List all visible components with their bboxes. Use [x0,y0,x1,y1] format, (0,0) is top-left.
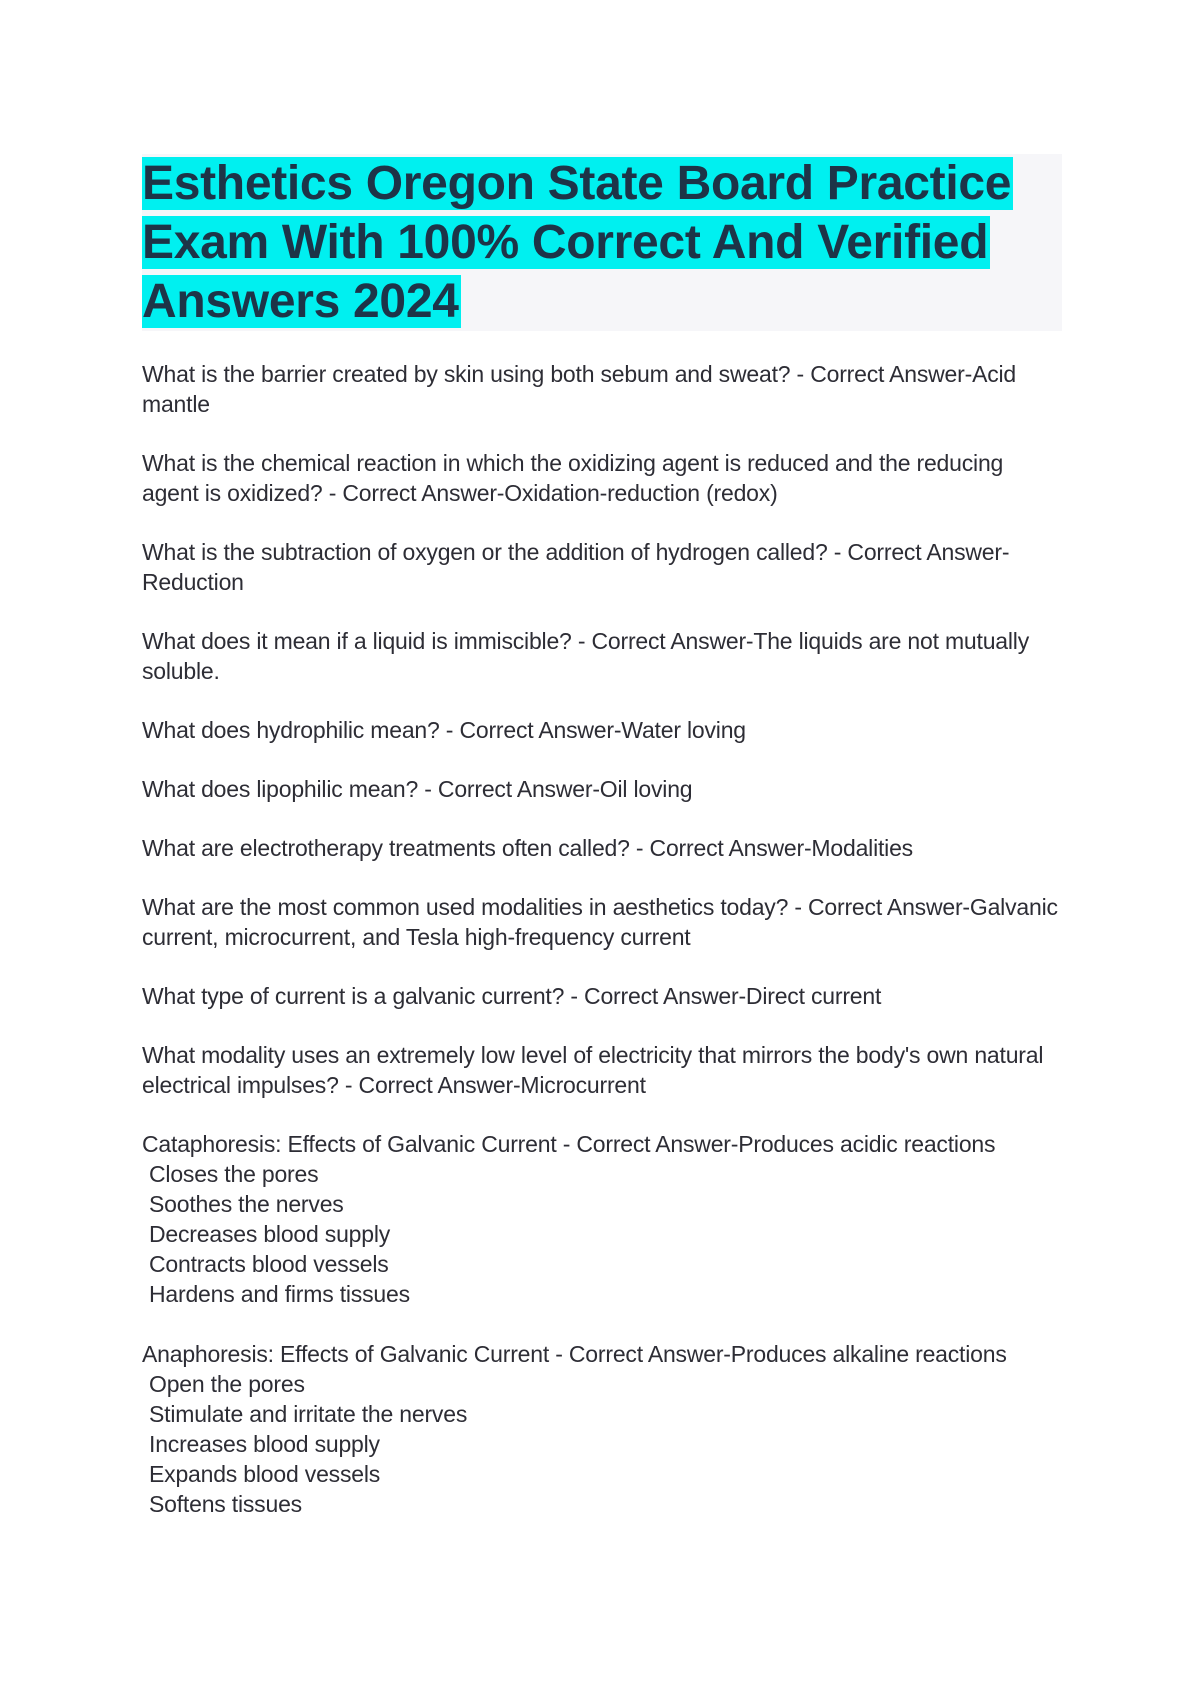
list-point: Hardens and firms tissues [149,1281,410,1307]
list-point: Stimulate and irritate the nerves [149,1401,468,1427]
list-point: Increases blood supply [149,1431,380,1457]
qa-item-10: What modality uses an extremely low level of electricity that mirrors the body's own natural electrical impulses? - Correct Answer-Microcurrent [142,1042,1044,1098]
qa-list-anaphoresis [142,1339,1062,1519]
qa-item-2: What is the chemical reaction in which the oxidizing agent is reduced and the reducing agent is oxidized? - Correct Answer-Oxidation-reduction (redox) [142,450,1004,506]
qa-item-7: What are electrotherapy treatments often called? - Correct Answer-Modalities [142,835,913,861]
qa-list-question: Cataphoresis: Effects of Galvanic Current - Correct Answer-Produces acidic reactions [142,1131,996,1157]
document-page [142,154,1062,1549]
document-title [142,154,1062,331]
qa-list-cataphoresis [142,1129,1062,1309]
list-point: Open the pores [149,1371,305,1397]
list-point: Soothes the nerves [149,1191,344,1217]
list-point: Decreases blood supply [149,1221,391,1247]
qa-item-1: What is the barrier created by skin using both sebum and sweat? - Correct Answer-Acid mantle [142,361,1017,417]
list-point: Expands blood vessels [149,1461,381,1487]
qa-item-4: What does it mean if a liquid is immiscible? - Correct Answer-The liquids are not mutually soluble. [142,628,1030,684]
qa-item-5: What does hydrophilic mean? - Correct Answer-Water loving [142,717,746,743]
list-point: Closes the pores [149,1161,319,1187]
title-highlight: Esthetics Oregon State Board Practice Exam With 100% Correct And Verified Answers 2024 [142,157,1012,328]
qa-item-3: What is the subtraction of oxygen or the addition of hydrogen called? - Correct Answer-Reduction [142,539,1010,595]
qa-item-9: What type of current is a galvanic current? - Correct Answer-Direct current [142,983,882,1009]
list-point: Contracts blood vessels [149,1251,389,1277]
qa-item-8: What are the most common used modalities in aesthetics today? - Correct Answer-Galvanic current, microcurrent, and Tesla high-frequency current [142,894,1058,950]
qa-item-6: What does lipophilic mean? - Correct Answer-Oil loving [142,776,693,802]
title-block [142,154,1062,331]
qa-list-question: Anaphoresis: Effects of Galvanic Current - Correct Answer-Produces alkaline reactions [142,1341,1007,1367]
list-point: Softens tissues [149,1491,302,1517]
